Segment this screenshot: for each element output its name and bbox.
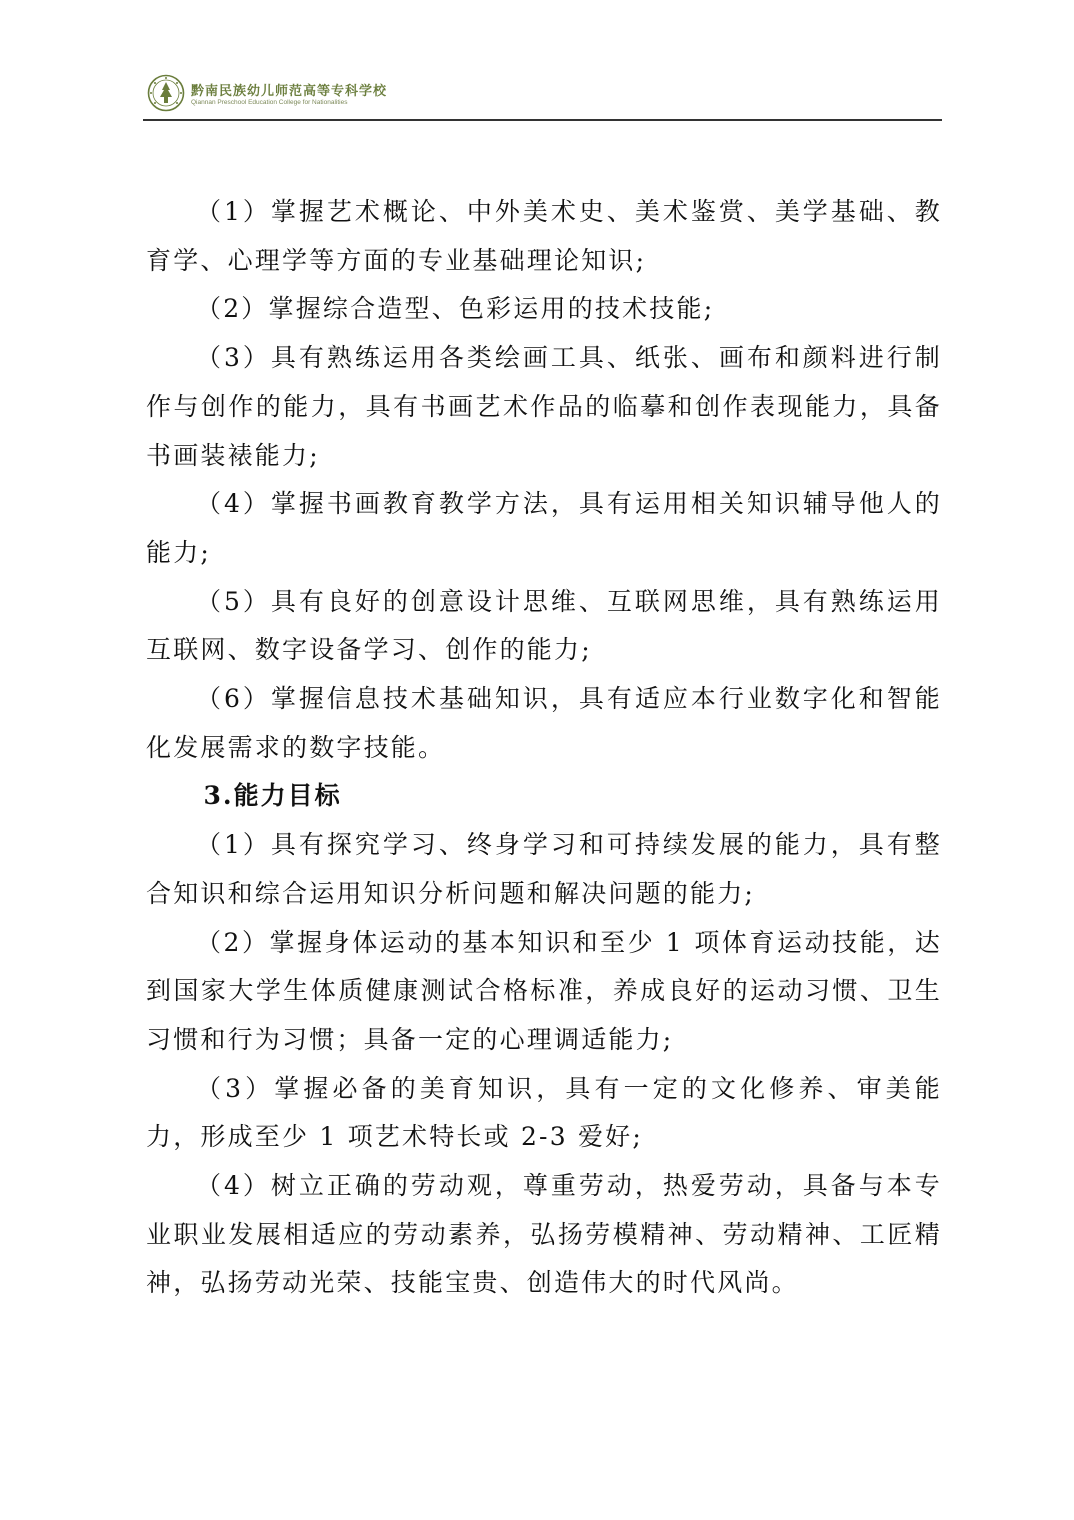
knowledge-item-5: （5）具有良好的创意设计思维、互联网思维，具有熟练运用互联网、数字设备学习、创作的能力; xyxy=(146,586,942,665)
ability-item-1: （1）具有探究学习、终身学习和可持续发展的能力，具有整合知识和综合运用知识分析问题和解决问题的能力; xyxy=(146,830,942,908)
school-name-en: Qiannan Preschool Education College for Nationalities xyxy=(191,99,348,106)
ability-heading: 3.能力目标 xyxy=(203,781,342,811)
ability-item-2: （2）掌握身体运动的基本知识和至少 1 项体育运动技能，达到国家大学生体质健康测试合格标准，养成良好的运动习惯、卫生习惯和行为习惯；具备一定的心理调适能力; xyxy=(146,927,942,1054)
knowledge-item-4: （4）掌握书画教育教学方法，具有运用相关知识辅导他人的能力; xyxy=(146,489,942,567)
header-divider xyxy=(143,119,942,121)
document-body xyxy=(146,188,942,1308)
school-name-cn: 黔南民族幼儿师范高等专科学校 xyxy=(191,84,388,99)
ability-item-4: （4）树立正确的劳动观，尊重劳动，热爱劳动，具备与本专业职业发展相适应的劳动素养，弘扬劳模精神、劳动精神、工匠精神，弘扬劳动光荣、技能宝贵、创造伟大的时代风尚。 xyxy=(146,1171,942,1298)
knowledge-item-1: （1）掌握艺术概论、中外美术史、美术鉴赏、美学基础、教育学、心理学等方面的专业基础理论知识; xyxy=(146,197,942,275)
ability-item-3: （3）掌握必备的美育知识，具有一定的文化修养、审美能力，形成至少 1 项艺术特长或 2-3 爱好; xyxy=(146,1073,942,1152)
page-header xyxy=(143,70,943,118)
knowledge-item-6: （6）掌握信息技术基础知识，具有适应本行业数字化和智能化发展需求的数字技能。 xyxy=(146,684,942,762)
school-seal-icon xyxy=(147,74,185,112)
knowledge-item-2: （2）掌握综合造型、色彩运用的技术技能; xyxy=(196,294,715,324)
knowledge-item-3: （3）具有熟练运用各类绘画工具、纸张、画布和颜料进行制作与创作的能力，具有书画艺术作品的临摹和创作表现能力，具备书画装裱能力; xyxy=(146,343,942,470)
